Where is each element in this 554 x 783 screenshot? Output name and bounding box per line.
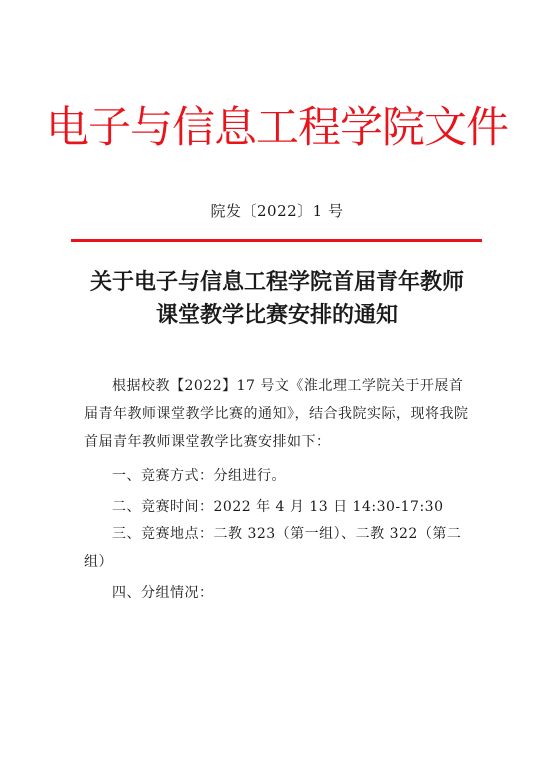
notice-title-line-2: 课堂教学比赛安排的通知 — [155, 303, 398, 328]
document-header-title: 电子与信息工程学院文件 — [46, 103, 508, 153]
notice-title-line-1: 关于电子与信息工程学院首届青年教师 — [89, 270, 464, 295]
item-competition-method: 一、竞赛方式：分组进行。 — [112, 468, 286, 484]
document-number: 院发〔2022〕1 号 — [210, 202, 344, 220]
item-competition-location: 三、竞赛地点：二教 323（第一组）、二教 322（第二组） — [84, 526, 462, 570]
intro-paragraph: 根据校教【2022】17 号文《淮北理工学院关于开展首届青年教师课堂教学比赛的通知》，结合我院实际，现将我院首届青年教师课堂教学比赛安排如下： — [84, 378, 469, 450]
item-grouping: 四、分组情况： — [112, 585, 214, 601]
item-competition-time: 二、竞赛时间：2022 年 4 月 13 日 14:30-17:30 — [112, 499, 444, 515]
red-divider-line — [71, 239, 482, 242]
notice-title — [0, 266, 554, 332]
